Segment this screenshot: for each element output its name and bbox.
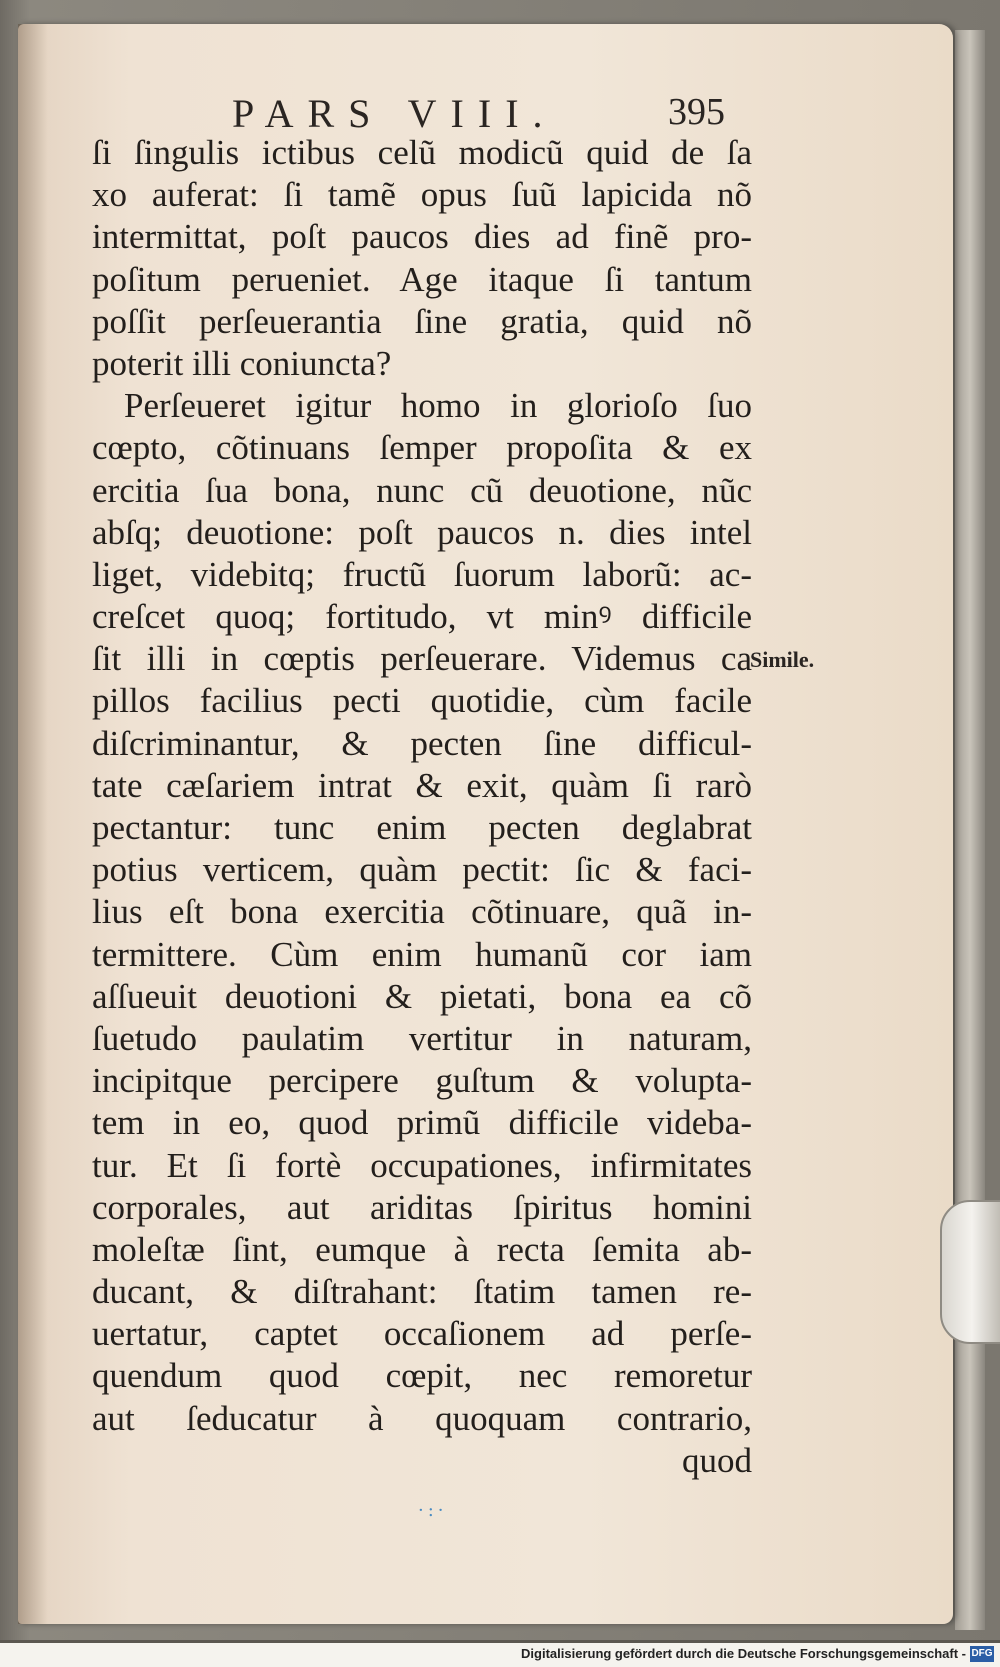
ink-spots: ·:·: [418, 1500, 448, 1521]
footer-bar: [0, 1643, 1000, 1667]
text-line: liget, videbitq; fructũ ſuorum laborũ: ac-: [92, 554, 752, 594]
marginal-note: Simile.: [750, 647, 815, 672]
text-line: quendum quod cœpit, nec remoretur: [92, 1356, 752, 1396]
text-line: corporales, aut ariditas ſpiritus homini: [92, 1187, 752, 1227]
text-line: cœpto, cõtinuans ſemper propoſita & ex: [92, 428, 752, 468]
text-line: ſit illi in cœptis perſeuerare. Videmus ca: [92, 639, 752, 679]
text-line: poterit illi coniuncta?: [92, 343, 392, 383]
text-line: potius verticem, quàm pectit: ſic & faci-: [92, 850, 752, 890]
page-edges: [955, 30, 985, 1630]
text-line: incipitque percipere guſtum & volupta-: [92, 1061, 752, 1101]
text-line: uertatur, captet occaſionem ad perſe-: [92, 1314, 752, 1354]
text-line: ſi ſingulis ictibus celũ modicũ quid de ſa: [92, 133, 752, 172]
text-line: tate cæſariem intrat & exit, quàm ſi rarò: [92, 765, 752, 805]
dfg-logo-icon: DFG: [970, 1646, 994, 1662]
text-line: tem in eo, quod primũ difficile videba-: [92, 1103, 752, 1143]
text-line: intermittat, poſt paucos dies ad finẽ pro-: [92, 217, 752, 257]
text-line: lius eſt bona exercitia cõtinuare, quã in-: [92, 892, 752, 932]
text-line: abſq; deuotione: poſt paucos n. dies intel: [92, 512, 752, 552]
text-line: ercitia ſua bona, nunc cũ deuotione, nũc: [92, 470, 752, 510]
page-gutter-shadow: [18, 24, 48, 1624]
text-line: moleſtæ ſint, eumque à recta ſemita ab-: [92, 1229, 752, 1269]
clasp: [940, 1200, 1000, 1344]
catchword: quod: [682, 1440, 752, 1480]
text-line: creſcet quoq; fortitudo, vt minꝰ difficile: [92, 597, 752, 637]
text-line: ducant, & diſtrahant: ſtatim tamen re-: [92, 1272, 752, 1312]
text-line: aut ſeducatur à quoquam contrario,: [92, 1398, 752, 1438]
footer-credit: Digitalisierung gefördert durch die Deutsche Forschungsgemeinschaft -: [521, 1646, 966, 1661]
text-line: poſitum perueniet. Age itaque ſi tantum: [92, 259, 752, 299]
text-line: ſuetudo paulatim vertitur in naturam,: [92, 1018, 752, 1058]
text-line: termittere. Cùm enim humanũ cor iam: [92, 934, 752, 974]
page-number: 395: [668, 91, 725, 133]
text-line: pectantur: tunc enim pecten deglabrat: [92, 808, 752, 847]
text-line: xo auferat: ſi tamẽ opus ſuũ lapicida nõ: [92, 175, 752, 215]
body-text: [92, 132, 752, 1482]
text-line: Perſeueret igitur homo in glorioſo ſuo: [124, 386, 752, 426]
text-line: tur. Et ſi fortè occupationes, infirmitates: [92, 1145, 752, 1185]
text-line: aſſueuit deuotioni & pietati, bona ea cõ: [92, 976, 752, 1016]
text-line: poſſit perſeuerantia ſine gratia, quid nõ: [92, 301, 752, 341]
running-head-title: PARS VIII.: [232, 91, 557, 136]
text-line: diſcriminantur, & pecten ſine difficul-: [92, 723, 752, 763]
text-line: pillos facilius pecti quotidie, cùm facile: [92, 681, 752, 721]
